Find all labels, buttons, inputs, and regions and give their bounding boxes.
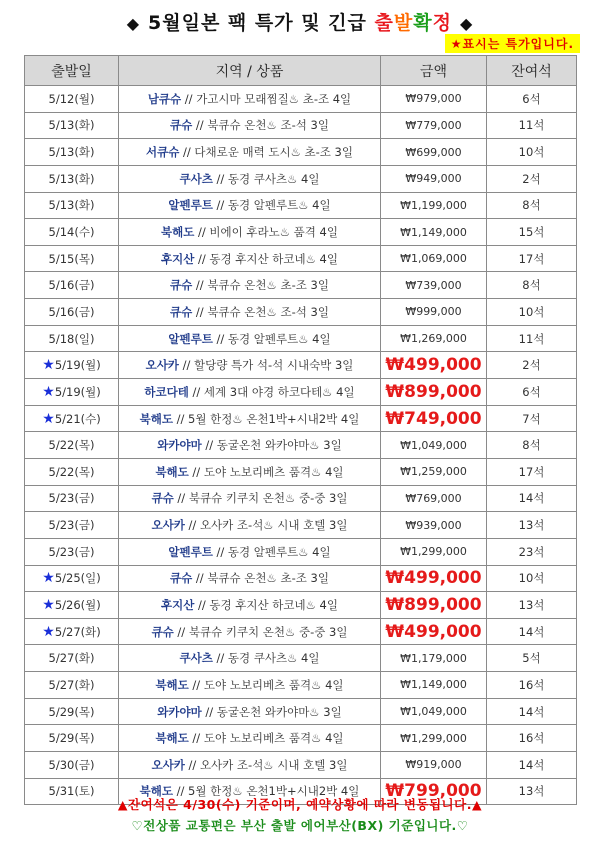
seats-cell: 16석	[487, 725, 577, 752]
departure-date-cell	[25, 512, 119, 539]
title-char-4: 정	[432, 12, 452, 34]
departure-date-cell	[25, 725, 119, 752]
column-header-date: 출발일	[25, 56, 119, 86]
table-row	[25, 325, 577, 352]
star-icon: ★	[42, 357, 55, 374]
departure-date: 5/21(수)	[54, 411, 101, 426]
table-row	[25, 458, 577, 485]
departure-date: 5/27(화)	[48, 651, 95, 666]
region-name: 북해도	[155, 731, 189, 746]
region-name: 오사카	[145, 358, 179, 373]
departure-date-cell	[25, 405, 119, 432]
region-name: 하코다테	[144, 384, 189, 399]
region-name: 쿠사츠	[179, 651, 213, 666]
departure-date: 5/14(수)	[48, 225, 95, 240]
departure-date-cell	[25, 592, 119, 619]
seats-cell: 14석	[487, 618, 577, 645]
table-row	[25, 272, 577, 299]
region-name: 큐슈	[170, 304, 193, 319]
product-cell	[119, 245, 381, 272]
table-row	[25, 219, 577, 246]
table-row	[25, 299, 577, 326]
table-row	[25, 752, 577, 779]
table-row	[25, 485, 577, 512]
seats-cell: 8석	[487, 192, 577, 219]
departure-date-cell	[25, 299, 119, 326]
product-cell	[119, 645, 381, 672]
price-cell: ₩1,299,000	[381, 725, 487, 752]
seats-cell: 5석	[487, 645, 577, 672]
product-description: // 할당량 특가 석-석 시내숙박 3일	[178, 358, 354, 373]
seats-cell: 17석	[487, 458, 577, 485]
departure-date-cell	[25, 672, 119, 699]
departure-date-cell	[25, 192, 119, 219]
seats-cell: 8석	[487, 432, 577, 459]
region-name: 알펜루트	[168, 544, 213, 559]
region-name: 후지산	[161, 251, 195, 266]
price-cell: ₩1,299,000	[381, 538, 487, 565]
price-cell: ₩1,069,000	[381, 245, 487, 272]
price-cell: ₩779,000	[381, 112, 487, 139]
seats-cell: 2석	[487, 165, 577, 192]
product-cell	[119, 86, 381, 113]
seats-cell: 14석	[487, 485, 577, 512]
table-header-row	[25, 56, 577, 86]
departure-date: 5/13(화)	[48, 145, 95, 160]
price-cell: ₩1,259,000	[381, 458, 487, 485]
table-row	[25, 245, 577, 272]
departure-date: 5/22(목)	[48, 464, 95, 479]
product-cell	[119, 672, 381, 699]
product-cell	[119, 512, 381, 539]
departure-date-cell	[25, 538, 119, 565]
region-name: 남큐슈	[147, 91, 182, 106]
seats-cell: 13석	[487, 592, 577, 619]
table-row	[25, 379, 577, 406]
product-cell	[119, 432, 381, 459]
price-cell: ₩1,199,000	[381, 192, 487, 219]
product-description: // 도야 노보리베츠 품격♨ 4일	[188, 677, 344, 692]
price-cell: ₩699,000	[381, 139, 487, 166]
departure-date-cell	[25, 325, 119, 352]
product-description: // 동굴온천 와카야마♨ 3일	[201, 438, 342, 453]
table-row	[25, 645, 577, 672]
column-header-price: 금액	[381, 56, 487, 86]
departure-date: 5/30(금)	[48, 757, 95, 772]
product-description: // 북큐슈 온천♨ 조-석 3일	[192, 118, 329, 133]
region-name: 큐슈	[170, 278, 193, 293]
product-description: // 5월 한정♨ 온천1박+시내2박 4일	[173, 411, 360, 426]
departure-date: 5/29(목)	[48, 731, 95, 746]
price-cell: ₩499,000	[381, 618, 487, 645]
departure-date-cell	[25, 698, 119, 725]
departure-date: 5/18(일)	[48, 331, 95, 346]
product-description: // 가고시마 모래찜질♨ 초-조 4일	[181, 91, 352, 106]
region-name: 후지산	[161, 597, 195, 612]
table-row	[25, 538, 577, 565]
price-cell: ₩1,049,000	[381, 432, 487, 459]
price-cell: ₩1,049,000	[381, 698, 487, 725]
departure-date-cell	[25, 165, 119, 192]
departure-date-cell	[25, 485, 119, 512]
product-description: // 동경 쿠사츠♨ 4일	[212, 651, 320, 666]
seats-cell: 13석	[487, 778, 577, 805]
title-char-2: 발	[393, 12, 414, 34]
table-row	[25, 405, 577, 432]
seats-cell: 8석	[487, 272, 577, 299]
product-cell	[119, 405, 381, 432]
table-row	[25, 618, 577, 645]
region-name: 큐슈	[151, 491, 174, 506]
product-cell	[119, 112, 381, 139]
price-cell: ₩499,000	[381, 352, 487, 379]
departure-date: 5/13(화)	[48, 198, 95, 213]
seats-cell: 6석	[487, 86, 577, 113]
region-name: 와카야마	[157, 438, 202, 453]
table-row	[25, 592, 577, 619]
departure-date: 5/26(월)	[54, 597, 101, 612]
departure-date-cell	[25, 219, 119, 246]
seats-cell: 16석	[487, 672, 577, 699]
departure-date-cell	[25, 618, 119, 645]
product-description: // 5월 한정♨ 온천1박+시내2박 4일	[173, 784, 360, 799]
price-cell: ₩799,000	[381, 778, 487, 805]
departure-date-cell	[25, 352, 119, 379]
product-cell	[119, 725, 381, 752]
star-icon: ★	[42, 623, 55, 640]
product-description: // 동굴온천 와카야마♨ 3일	[201, 704, 342, 719]
region-name: 오사카	[151, 518, 185, 533]
departure-date-cell	[25, 245, 119, 272]
star-icon: ★	[42, 383, 55, 400]
departure-date: 5/23(금)	[48, 544, 95, 559]
region-name: 서큐슈	[146, 145, 180, 160]
table-row	[25, 432, 577, 459]
product-description: // 북큐슈 온천♨ 초-조 3일	[192, 571, 329, 586]
departure-date-cell	[25, 645, 119, 672]
price-cell: ₩499,000	[381, 565, 487, 592]
product-cell	[119, 752, 381, 779]
price-cell: ₩1,149,000	[381, 219, 487, 246]
departure-date: 5/16(금)	[48, 278, 95, 293]
product-description: // 북큐슈 키쿠치 온천♨ 중-중 3일	[173, 491, 348, 506]
departure-date: 5/19(월)	[54, 384, 101, 399]
region-name: 북해도	[161, 225, 195, 240]
table-row	[25, 139, 577, 166]
product-description: // 북큐슈 온천♨ 조-석 3일	[192, 304, 329, 319]
price-cell: ₩749,000	[381, 405, 487, 432]
table-row	[25, 725, 577, 752]
departure-date-cell	[25, 565, 119, 592]
seat-notice: ▲잔여석은 4/30(수) 기준이며, 예약상황에 따라 변동됩니다.▲	[117, 797, 483, 812]
price-cell: ₩1,179,000	[381, 645, 487, 672]
departure-date: 5/12(월)	[48, 91, 95, 106]
product-cell	[119, 565, 381, 592]
price-cell: ₩949,000	[381, 165, 487, 192]
table-row	[25, 672, 577, 699]
seats-cell: 13석	[487, 512, 577, 539]
region-name: 와카야마	[157, 704, 202, 719]
product-description: // 동경 후지산 하코네♨ 4일	[194, 597, 338, 612]
product-description: // 오사카 조-석♨ 시내 호텔 3일	[184, 518, 348, 533]
product-description: // 오사카 조-석♨ 시내 호텔 3일	[184, 757, 348, 772]
seats-cell: 14석	[487, 752, 577, 779]
table-row	[25, 192, 577, 219]
table-row	[25, 352, 577, 379]
product-description: // 동경 쿠사츠♨ 4일	[212, 171, 320, 186]
table-row	[25, 512, 577, 539]
star-icon: ★	[42, 410, 55, 427]
region-name: 알펜루트	[168, 198, 213, 213]
tour-table	[24, 55, 577, 805]
seats-cell: 10석	[487, 565, 577, 592]
product-cell	[119, 139, 381, 166]
product-description: // 세계 3대 야경 하코다테♨ 4일	[188, 384, 355, 399]
seats-cell: 6석	[487, 379, 577, 406]
product-cell	[119, 165, 381, 192]
seats-cell: 2석	[487, 352, 577, 379]
price-cell: ₩899,000	[381, 379, 487, 406]
departure-date-cell	[25, 112, 119, 139]
product-cell	[119, 458, 381, 485]
price-cell: ₩919,000	[381, 752, 487, 779]
price-cell: ₩999,000	[381, 299, 487, 326]
departure-date: 5/13(화)	[48, 171, 95, 186]
product-description: // 동경 후지산 하코네♨ 4일	[194, 251, 338, 266]
title-text: 5월일본 팩 특가 및 긴급	[148, 12, 375, 34]
star-icon: ★	[42, 570, 55, 587]
product-description: // 동경 알펜루트♨ 4일	[212, 198, 331, 213]
region-name: 북해도	[155, 677, 189, 692]
departure-date: 5/16(금)	[48, 304, 95, 319]
departure-date: 5/15(목)	[48, 251, 95, 266]
page-title	[0, 8, 600, 35]
product-cell	[119, 538, 381, 565]
product-description: // 도야 노보리베츠 품격♨ 4일	[188, 464, 344, 479]
departure-date: 5/13(화)	[48, 118, 95, 133]
star-icon: ★	[42, 596, 55, 613]
departure-date: 5/29(목)	[48, 704, 95, 719]
product-cell	[119, 192, 381, 219]
departure-date-cell	[25, 458, 119, 485]
region-name: 큐슈	[151, 624, 174, 639]
title-char-1: 출	[374, 12, 394, 34]
price-cell: ₩939,000	[381, 512, 487, 539]
departure-date-cell	[25, 432, 119, 459]
product-cell	[119, 352, 381, 379]
column-header-product: 지역 / 상품	[119, 56, 381, 86]
region-name: 쿠사츠	[179, 171, 213, 186]
departure-date: 5/19(월)	[54, 358, 101, 373]
departure-date: 5/22(목)	[48, 438, 95, 453]
product-cell	[119, 299, 381, 326]
seats-cell: 23석	[487, 538, 577, 565]
price-cell: ₩769,000	[381, 485, 487, 512]
seats-cell: 15석	[487, 219, 577, 246]
seats-cell: 10석	[487, 299, 577, 326]
price-cell: ₩899,000	[381, 592, 487, 619]
product-description: // 비에이 후라노♨ 품격 4일	[194, 225, 338, 240]
product-cell	[119, 618, 381, 645]
departure-date: 5/25(일)	[54, 571, 101, 586]
diamond-icon: ◆	[459, 14, 474, 33]
column-header-seats: 잔여석	[487, 56, 577, 86]
product-cell	[119, 698, 381, 725]
region-name: 오사카	[151, 757, 185, 772]
departure-date: 5/27(화)	[48, 677, 95, 692]
seats-cell: 7석	[487, 405, 577, 432]
seats-cell: 11석	[487, 112, 577, 139]
price-cell: ₩1,149,000	[381, 672, 487, 699]
departure-date: 5/23(금)	[48, 518, 95, 533]
region-name: 큐슈	[170, 118, 193, 133]
region-name: 알펜루트	[168, 331, 213, 346]
departure-date-cell	[25, 752, 119, 779]
price-cell: ₩979,000	[381, 86, 487, 113]
seats-cell: 14석	[487, 698, 577, 725]
product-cell	[119, 272, 381, 299]
title-char-3: 확	[413, 12, 433, 34]
departure-date: 5/31(토)	[48, 784, 95, 799]
region-name: 북해도	[139, 784, 173, 799]
departure-date-cell	[25, 272, 119, 299]
product-description: // 동경 알펜루트♨ 4일	[212, 331, 331, 346]
seats-cell: 11석	[487, 325, 577, 352]
table-body	[25, 86, 577, 805]
table-row	[25, 112, 577, 139]
product-description: // 북큐슈 온천♨ 초-조 3일	[192, 278, 329, 293]
product-cell	[119, 379, 381, 406]
departure-date-cell	[25, 86, 119, 113]
special-price-note: ★표시는 특가입니다.	[445, 34, 580, 53]
region-name: 북해도	[139, 411, 173, 426]
product-cell	[119, 325, 381, 352]
product-description: // 북큐슈 키쿠치 온천♨ 중-중 3일	[173, 624, 348, 639]
region-name: 큐슈	[170, 571, 193, 586]
departure-date: 5/23(금)	[48, 491, 95, 506]
price-cell: ₩1,269,000	[381, 325, 487, 352]
departure-date-cell	[25, 139, 119, 166]
seats-cell: 17석	[487, 245, 577, 272]
table-row	[25, 165, 577, 192]
table-row	[25, 86, 577, 113]
table-row	[25, 565, 577, 592]
product-cell	[119, 485, 381, 512]
table-row	[25, 698, 577, 725]
price-cell: ₩739,000	[381, 272, 487, 299]
product-description: // 동경 알펜루트♨ 4일	[212, 544, 331, 559]
product-description: // 도야 노보리베츠 품격♨ 4일	[188, 731, 344, 746]
departure-date-cell	[25, 379, 119, 406]
seats-cell: 10석	[487, 139, 577, 166]
diamond-icon: ◆	[126, 14, 141, 33]
product-cell	[119, 592, 381, 619]
transport-notice: ♡전상품 교통편은 부산 출발 에어부산(BX) 기준입니다.♡	[131, 818, 469, 833]
region-name: 북해도	[155, 464, 189, 479]
product-cell	[119, 219, 381, 246]
departure-date: 5/27(화)	[54, 624, 101, 639]
product-description: // 다채로운 매력 도시♨ 초-조 3일	[179, 145, 353, 160]
